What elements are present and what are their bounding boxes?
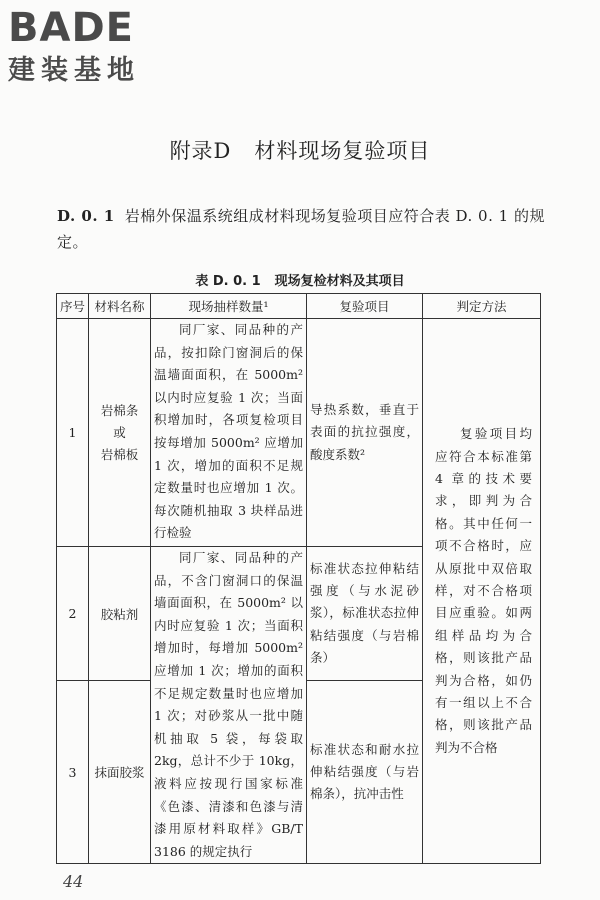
publisher-logo [8,6,140,88]
row-material-name: 抹面胶浆 [89,681,151,864]
table-header-row [57,294,541,319]
row-no: 2 [57,547,89,681]
row-items: 标准状态拉伸粘结强度（与水泥砂浆），标准状态拉伸粘结强度（与岩棉条） [307,547,423,681]
logo-wordmark: BADE [8,5,134,51]
row-no: 1 [57,319,89,547]
clause-paragraph [57,203,547,255]
table-caption [0,270,600,289]
header-no: 序号 [57,294,89,319]
row-items: 导热系数，垂直于表面的抗拉强度，酸度系数² [307,319,423,547]
header-judgement: 判定方法 [423,294,541,319]
row-no: 3 [57,681,89,864]
header-sampling: 现场抽样数量¹ [151,294,307,319]
appendix-title: 附录D 材料现场复验项目 [169,139,431,163]
row-sampling: 同厂家、同品种的产品，按扣除门窗洞后的保温墙面面积，在 5000m² 以内时应复验 1 次；当面积增加时，各项复检项目按每增加 5000m² 应增加 1 次，增加的面积不足规定数量时也应增加 1 次。每次随机抽取 3 块样品进行检验 [151,319,307,547]
judgement-cell: 复验项目均应符合本标准第 4 章的技术要求，即判为合格。其中任何一项不合格时，应从原批中双倍取样，对不合格项目应重验。如两组样品均为合格，则该批产品判为合格，如仍有一组以上不合格，则该批产品判为不合格 [423,319,541,864]
table-caption-number: 表 D. 0. 1 [195,274,261,289]
header-name: 材料名称 [89,294,151,319]
row-sampling-shared: 同厂家、同品种的产品，不含门窗洞口的保温墙面面积，在 5000m² 以内时应复验 1 次；当面积增加时，每增加 5000m² 应增加 1 次；增加的面积不足规定数量时也应增加 1 次；对砂浆从一批中随机抽取 5 袋，每袋取 2kg，总计不少于 10kg，液料应按现行国家标准《色漆、清漆和色漆与清漆用原材料取样》GB/T 3186 的规定执行 [151,547,307,864]
row-material-name: 岩棉条 或 岩棉板 [89,319,151,547]
header-items: 复验项目 [307,294,423,319]
clause-number: D. 0. 1 [57,207,115,225]
page-number: 44 [63,872,84,891]
material-recheck-table [56,293,541,864]
table-row [57,319,541,547]
clause-text: 岩棉外保温系统组成材料现场复验项目应符合表 D. 0. 1 的规定。 [57,207,545,251]
row-items: 标准状态和耐水拉伸粘结强度（与岩棉条），抗冲击性 [307,681,423,864]
row-material-name: 胶粘剂 [89,547,151,681]
logo-chinese-name: 建装基地 [8,55,140,86]
table-caption-title: 现场复检材料及其项目 [274,274,405,289]
